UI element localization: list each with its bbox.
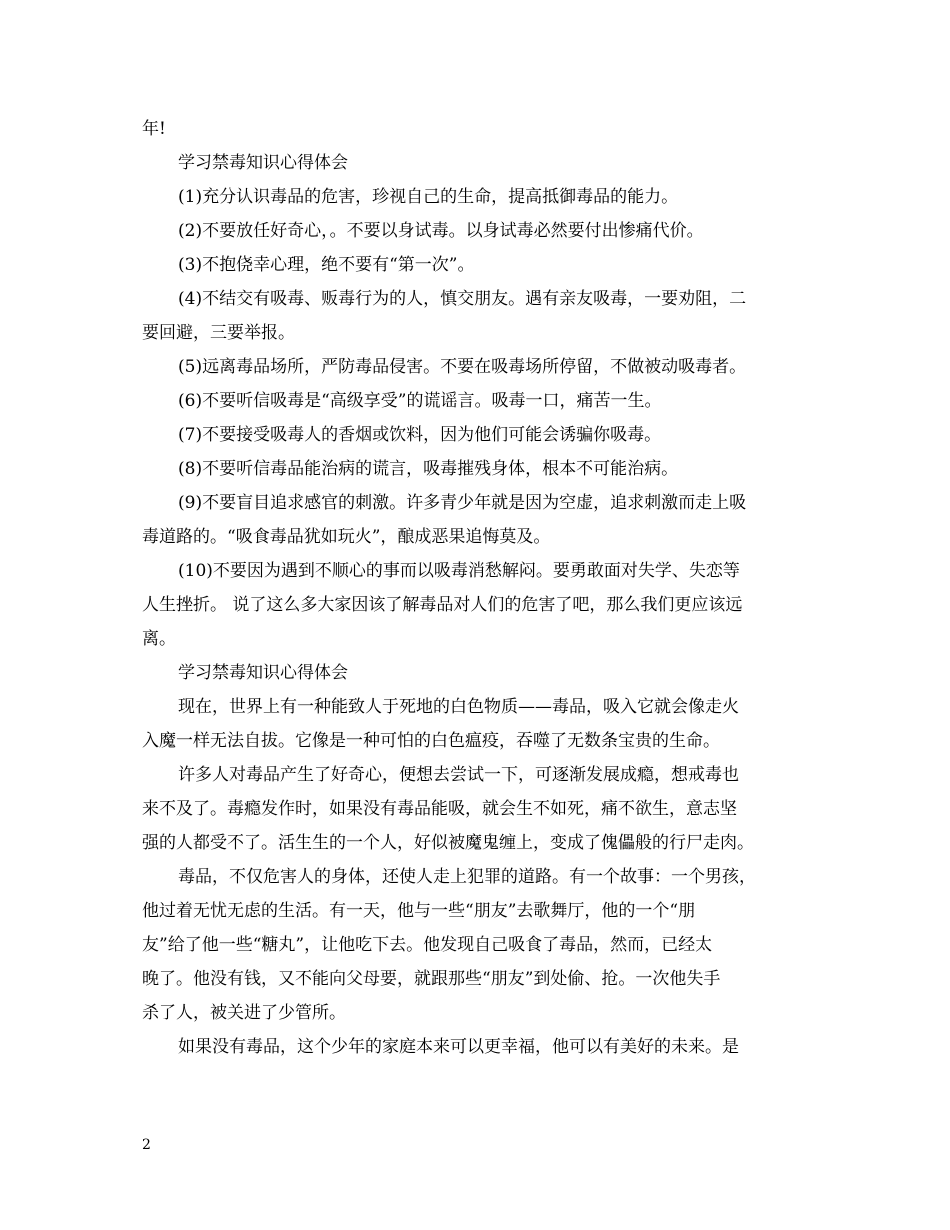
text-line: 毒品，不仅危害人的身体，还使人走上犯罪的道路。有一个故事：一个男孩，	[178, 867, 756, 887]
text-line: 人生挫折。 说了这么多大家因该了解毒品对人们的危害了吧，那么我们更应该远	[142, 595, 743, 615]
text-line: 他过着无忧无虑的生活。有一天，他与一些“朋友”去歌舞厅，他的一个“朋	[142, 901, 696, 921]
page-number: 2	[142, 1137, 151, 1153]
text-line: (1)充分认识毒品的危害，珍视自己的生命，提高抵御毒品的能力。	[178, 187, 679, 207]
text-line: 如果没有毒品，这个少年的家庭本来可以更幸福，他可以有美好的未来。是	[178, 1037, 739, 1057]
text-line: 年!	[142, 119, 166, 139]
text-line: 学习禁毒知识心得体会	[178, 663, 348, 683]
text-line: 现在，世界上有一种能致人于死地的白色物质——毒品，吸入它就会像走火	[178, 697, 739, 717]
text-line: 许多人对毒品产生了好奇心，便想去尝试一下，可逐渐发展成瘾，想戒毒也	[178, 765, 739, 785]
text-line: 来不及了。毒瘾发作时，如果没有毒品能吸，就会生不如死，痛不欲生，意志坚	[142, 799, 737, 819]
text-line: (6)不要听信吸毒是“高级享受”的谎谣言。吸毒一口，痛苦一生。	[178, 391, 662, 411]
text-line: 强的人都受不了。活生生的一个人，好似被魔鬼缠上，变成了傀儡般的行尸走肉。	[142, 833, 754, 853]
text-line: 杀了人，被关进了少管所。	[142, 1003, 346, 1023]
text-line: 毒道路的。“吸食毒品犹如玩火”，酿成恶果追悔莫及。	[142, 527, 551, 547]
text-line: (4)不结交有吸毒、贩毒行为的人，慎交朋友。遇有亲友吸毒，一要劝阻，二	[178, 289, 747, 309]
text-line: 学习禁毒知识心得体会	[178, 153, 348, 173]
text-line: (3)不抱侥幸心理，绝不要有“第一次”。	[178, 255, 475, 275]
text-line: 要回避，三要举报。	[142, 323, 295, 343]
text-line: 晚了。他没有钱，又不能向父母要，就跟那些“朋友”到处偷、抢。一次他失手	[142, 969, 721, 989]
text-line: (5)远离毒品场所，严防毒品侵害。不要在吸毒场所停留，不做被动吸毒者。	[178, 357, 747, 377]
text-line: 友”给了他一些“糖丸”，让他吃下去。他发现自己吸食了毒品，然而，已经太	[142, 935, 713, 955]
text-line: (8)不要听信毒品能治病的谎言，吸毒摧残身体，根本不可能治病。	[178, 459, 679, 479]
text-line: 入魔一样无法自拔。它像是一种可怕的白色瘟疫，吞噬了无数条宝贵的生命。	[142, 731, 720, 751]
text-line: 离。	[142, 629, 176, 649]
text-line: (10)不要因为遇到不顺心的事而以吸毒消愁解闷。要勇敢面对失学、失恋等	[178, 561, 740, 581]
text-line: (9)不要盲目追求感官的刺激。许多青少年就是因为空虚，追求刺激而走上吸	[178, 493, 747, 513]
text-line: (7)不要接受吸毒人的香烟或饮料，因为他们可能会诱骗你吸毒。	[178, 425, 662, 445]
document-body	[142, 112, 812, 1064]
text-line: (2)不要放任好奇心，。不要以身试毒。以身试毒必然要付出惨痛代价。	[178, 221, 704, 241]
